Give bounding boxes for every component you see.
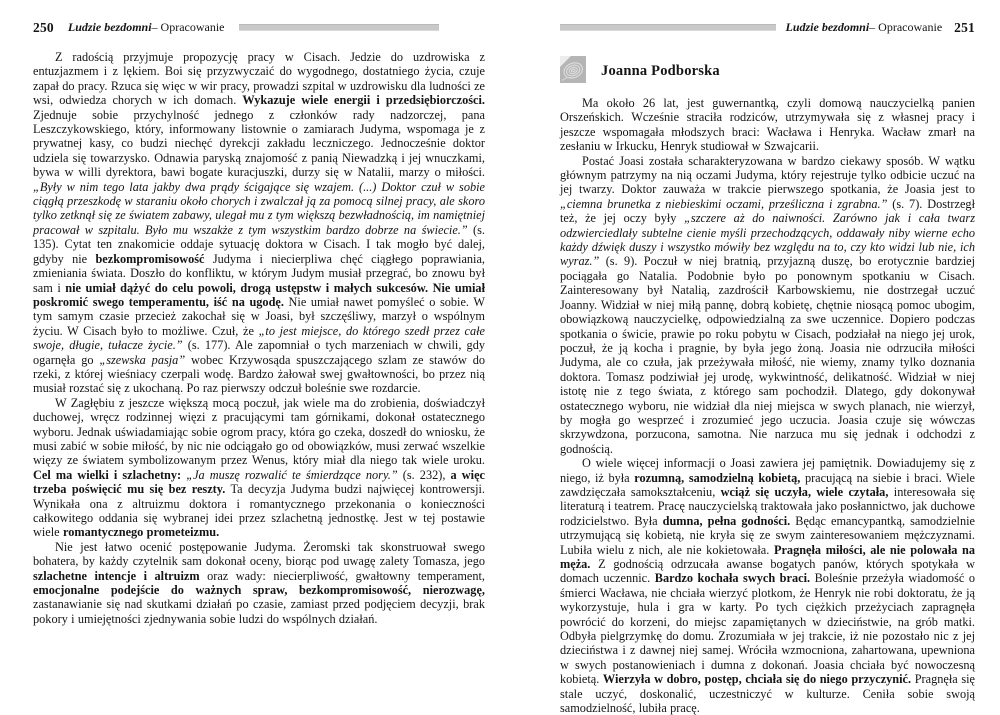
text-run: nie umiał dążyć do celu powoli, drogą ustępstw i małych sukcesów. Nie umiał poskromić swego temperamentu, iść na ugodę. <box>33 280 485 309</box>
running-header-left <box>33 20 485 35</box>
text-run: Boleśnie przeżyła wiadomość o śmierci Wacława, nie chciała wierzyć plotkom, że Henryk nie robi doktoratu, że ją wykorzystuje, hula i gra w karty. Po tych ciężkich przeżyciach zapragnęła powrócić do korzeni, do miejsc zapamiętanych w dzieciństwie, na grób matki. Odbyła pielgrzymkę do domu. Zrozumiała w jej trakcie, iż nie pozostało nic z jej dzieciństwa i z dawnej niej samej. Wróciła wzmocniona, zahartowana, upewniona w swych postanowieniach i dumna z dokonań. Joasia chciała być nowoczesną kobietą. <box>560 571 975 687</box>
text-run: zastanawianie się nad skutkami działań po czasie, zamiast przed podjęciem decyzji, brak pokory i umiejętności zjednywania sobie ludzi do wspólnych działań. <box>33 597 485 626</box>
text-run: szlachetne intencje i altruizm <box>33 568 200 583</box>
page-body <box>33 50 485 626</box>
text-run: Z radością przyjmuje propozycję pracy w Cisach. Jedzie do uzdrowiska z entuzjazmem i z lękiem. Boi się przyzwyczaić do wygodnego, dostatniego życia, czuje zapał do pracy. Rzuca się więc w wir pracy, prowadzi szpital w uzdrowisku dla ludności ze wsi, odwiedza chorych w ich domach. <box>33 50 485 108</box>
paragraph <box>560 96 975 154</box>
text-run: (s. 177). Ale zapomniał o tych marzeniach w chwili, gdy ogarnęła go <box>33 338 485 367</box>
text-run: Judyma i niecierpliwa chęć ciągłego poprawiania, zmieniania świata. Doszło do konfliktu, w którym Judym musiał przegrać, bo znowu był sam i <box>33 251 485 295</box>
text-run: bezkompromisowość <box>95 251 205 266</box>
text-run: „ciemna brunetka z niebieskimi oczami, prześliczna i zgrabna.” <box>560 196 888 211</box>
text-run: (s. 232), <box>397 467 451 482</box>
page-number: 250 <box>33 19 54 35</box>
paragraph <box>33 540 485 626</box>
text-run: (s. 135). Cytat ten znakomicie oddaje sytuację doktora w Cisach. I tak mogło być dalej, gdyby nie <box>33 222 485 266</box>
text-run: rozumną, samodzielną kobietą, <box>634 470 801 485</box>
text-run: wobec Krzywosąda spuszczającego szlam ze stawów do rzeki, z której wieśniacy czerpali wodę. Bardzo żałował swej gwałtowności, bo przez nią musiał rozstać się z ukochaną. Po raz pierwszy odczuł boleśnie swe rozdarcie. <box>33 352 485 396</box>
text-run: (s. 9). Poczuł w niej bratnią, przyjazną duszę, bo erotycznie bardziej pociągała go Natalia. Podobnie było po ponownym spotkaniu w Cisach. Zainteresowany był Natalią, zazdrościł Karbowskiemu, nie dostrzegał uczuć Joanny. Widział w niej miłą pannę, dobrą kobietę, chętnie niosącą pomoc ubogim, obowiązkową nauczycielkę, odpowiedzialną za swe uczennice. Dopiero podczas spotkania o świcie, prawie po roku pobytu w Cisach, podziałał na niego jej urok, poczuł, że ją kocha i pragnie, by była jego żoną. Joasia nie odrzuciła miłości Judyma, ale co czuła, jak przeżywała miłość, nie wiemy, znamy tylko doznania doktora. Tomasz podziwiał jej urodę, wykwintność, delikatność. Widział w niej istotę nie z tego świata, z którego sam pochodził. Dlatego, gdy dokonywał ostatecznego wyboru, nie widział dla niej miejsca w swych planach, nie wierzył, by mogła go wesprzeć i zrozumieć jego uczucia. Joasia czuje się wówczas skrzywdzona, porzucona, samotna. Nie narzuca mu się jednak i odchodzi z godnością. <box>560 254 975 456</box>
running-header-right <box>560 20 975 35</box>
header-rule-bar <box>239 24 440 31</box>
paragraph <box>560 456 975 715</box>
paragraph <box>33 396 485 540</box>
spiral-stamp-icon <box>560 56 586 83</box>
running-title-suffix: – Opracowanie <box>869 20 943 34</box>
paragraph <box>560 154 975 457</box>
text-run: O wiele więcej informacji o Joasi zawiera jej pamiętnik. Dowiadujemy się z niego, iż była <box>560 456 975 485</box>
text-run: dumna, pełna godności. <box>662 513 791 528</box>
text-run: „to jest miejsce, do którego szedł przez całe swoje, długie, tułacze życie.” <box>33 323 485 353</box>
page-number: 251 <box>954 19 975 35</box>
text-run: romantycznego prometeizmu. <box>62 525 220 540</box>
text-run: Ma około 26 lat, jest guwernantką, czyli domową nauczycielką panien Orszeńskich. Wcześnie straciła rodziców, utrzymywała się z własnej pracy i jeszcze wspomagała młodszych braci: Wacława i Henryka. Wacław zmarł na zesłaniu w Irkucku, Henryk studiował w Szwajcarii. <box>560 96 975 154</box>
text-run: Nie umiał nawet pomyśleć o sobie. W tym samym czasie przecież zakochał się w Joasi, był szczęśliwy, marzył o wspólnym życiu. W Cisach było to możliwe. Czuł, że <box>33 294 485 338</box>
text-run: Cel ma wielki i szlachetny: <box>33 467 187 482</box>
text-run: Wykazuje wiele energii i przedsiębiorczości. <box>242 93 486 108</box>
header-rule-bar <box>560 24 776 31</box>
section-title: Joanna Podborska <box>601 63 720 79</box>
text-run: „szczere aż do naiwności. Zarówno jak i cała twarz odzwierciedlały subtelne cienie myśli przechodzących, oddawały niby wierne echo każdy dźwięk duszy i wszystko mówiły bez względu na to, czy kto widzi lub nie, ich wyraz.” <box>560 211 975 269</box>
text-run: Postać Joasi została scharakteryzowana w bardzo ciekawy sposób. W wątku głównym patrzymy na nią oczami Judyma, który rejestruje tylko odbicie uczuć na jej twarzy. Doktor zauważa w trakcie pierwszego spotkania, że Joasia jest to <box>560 153 975 197</box>
text-run: Bardzo kochała swych braci. <box>654 571 811 586</box>
running-title: Ludzie bezdomni <box>785 20 870 34</box>
page-left <box>33 20 485 626</box>
text-run: „Ja muszę rozwalić te śmierdzące nory.” <box>186 467 398 482</box>
page-right <box>560 20 975 715</box>
text-run: wciąż się uczyła, wiele czytała, <box>720 484 889 499</box>
text-run: Pragnęła miłości, ale nie polowała na męża. <box>560 542 975 571</box>
text-run: emocjonalne podejście do ważnych spraw, bezkompromisowość, nierozwagę, <box>33 583 485 598</box>
text-run: Nie jest łatwo ocenić postępowanie Judyma. Żeromski tak skonstruował swego bohatera, by każdy czytelnik sam dokonał oceny, biorąc pod uwagę zalety Tomasza, jego <box>33 539 485 569</box>
text-run: a więc trzeba poświęcić mu się bez reszty. <box>33 467 485 497</box>
text-run: Będąc emancypantką, samodzielnie utrzymującą się kobietą, nie kryła się ze swym zainteresowaniem mężczyznami. Lubiła wielu z nich, ale nie kokietowała. <box>560 513 975 557</box>
text-run: Pragnęła się stale uczyć, doskonalić, uczestniczyć w kulturze. Ceniła sobie swoją samodzielność, lubiła pracę. <box>560 672 976 715</box>
text-run: „Były w nim tego lata jakby dwa prądy ścigające się wzajem. (...) Doktor czuł w sobie ciągłą przeszkodę w staraniu około chorych i zwalczał ją za pomocą silnej pracy, ale skoro tylko zetknął się ze światem zabawy, ulegał mu z tym większą bezwładnością, im namiętniej pracował w szpitalu. Było mu wszakże z tym wszystkim bardzo dobrze na świecie.” <box>33 179 485 237</box>
text-run: Wierzyła w dobro, postęp, chciała się do niego przyczynić. <box>602 672 912 687</box>
text-run: interesowała się literaturą i teatrem. Pracę nauczycielską traktowała jako posłannictwo, jak duchowe rodzicielstwo. Była <box>560 484 976 528</box>
text-run: Ta decyzja Judyma budzi najwięcej kontrowersji. Wynikała ona z altruizmu doktora i romantycznego przekonania o konieczności całkowitego oddania się wybranej idei przez szlachetną jednostkę. Jest w tej postawie wiele <box>33 482 485 540</box>
paragraph <box>33 50 485 396</box>
page-body <box>560 96 975 715</box>
text-run: (s. 7). Dostrzegł też, że jej oczy były <box>560 196 975 226</box>
section-heading <box>560 55 975 83</box>
running-title: Ludzie bezdomni <box>67 20 152 34</box>
text-run: „szewska pasja” <box>99 352 186 367</box>
text-run: pracującą na siebie i braci. Wiele zawdzięczała samokształceniu, <box>560 470 976 499</box>
text-run: Z godnością odrzucała awanse bogatych panów, których spotykała w domach uczennic. <box>560 557 975 586</box>
text-run: W Zagłębiu z jeszcze większą mocą poczuł, jak wiele ma do zrobienia, doświadczył duchowej, wręcz rodzinnej więzi z pracującymi tam górnikami, dokonał ostatecznego wyboru. Jednak uświadamiając sobie ogrom pracy, która go czeka, doszedł do wniosku, że musi zabić w sobie miłość, by nic nie odciągało go od obowiązków, musi zerwać wszelkie więzy ze światem symbolizowanym przez Wenus, który miał dla niego tak wiele uroku. <box>33 395 485 468</box>
running-title-suffix: – Opracowanie <box>151 20 225 34</box>
text-run: oraz wady: niecierpliwość, gwałtowny temperament, <box>199 568 485 583</box>
text-run: Zjednuje sobie przychylność jednego z członków rady nadzorczej, pana Leszczykowskiego, który, informowany listownie o zamiarach Judyma, wspomaga je z prywatnej kasy, co budzi niechęć dyrekcji zakładu leczniczego. Jednocześnie doktor udziela się towarzysko. Odnawia paryską znajomość z panią Niewadzką i jej wnuczkami, bywa w willi dyrektora, bawi bogate kuracjuszki, durzy się w Natalii, marzy o miłości. <box>33 107 485 180</box>
